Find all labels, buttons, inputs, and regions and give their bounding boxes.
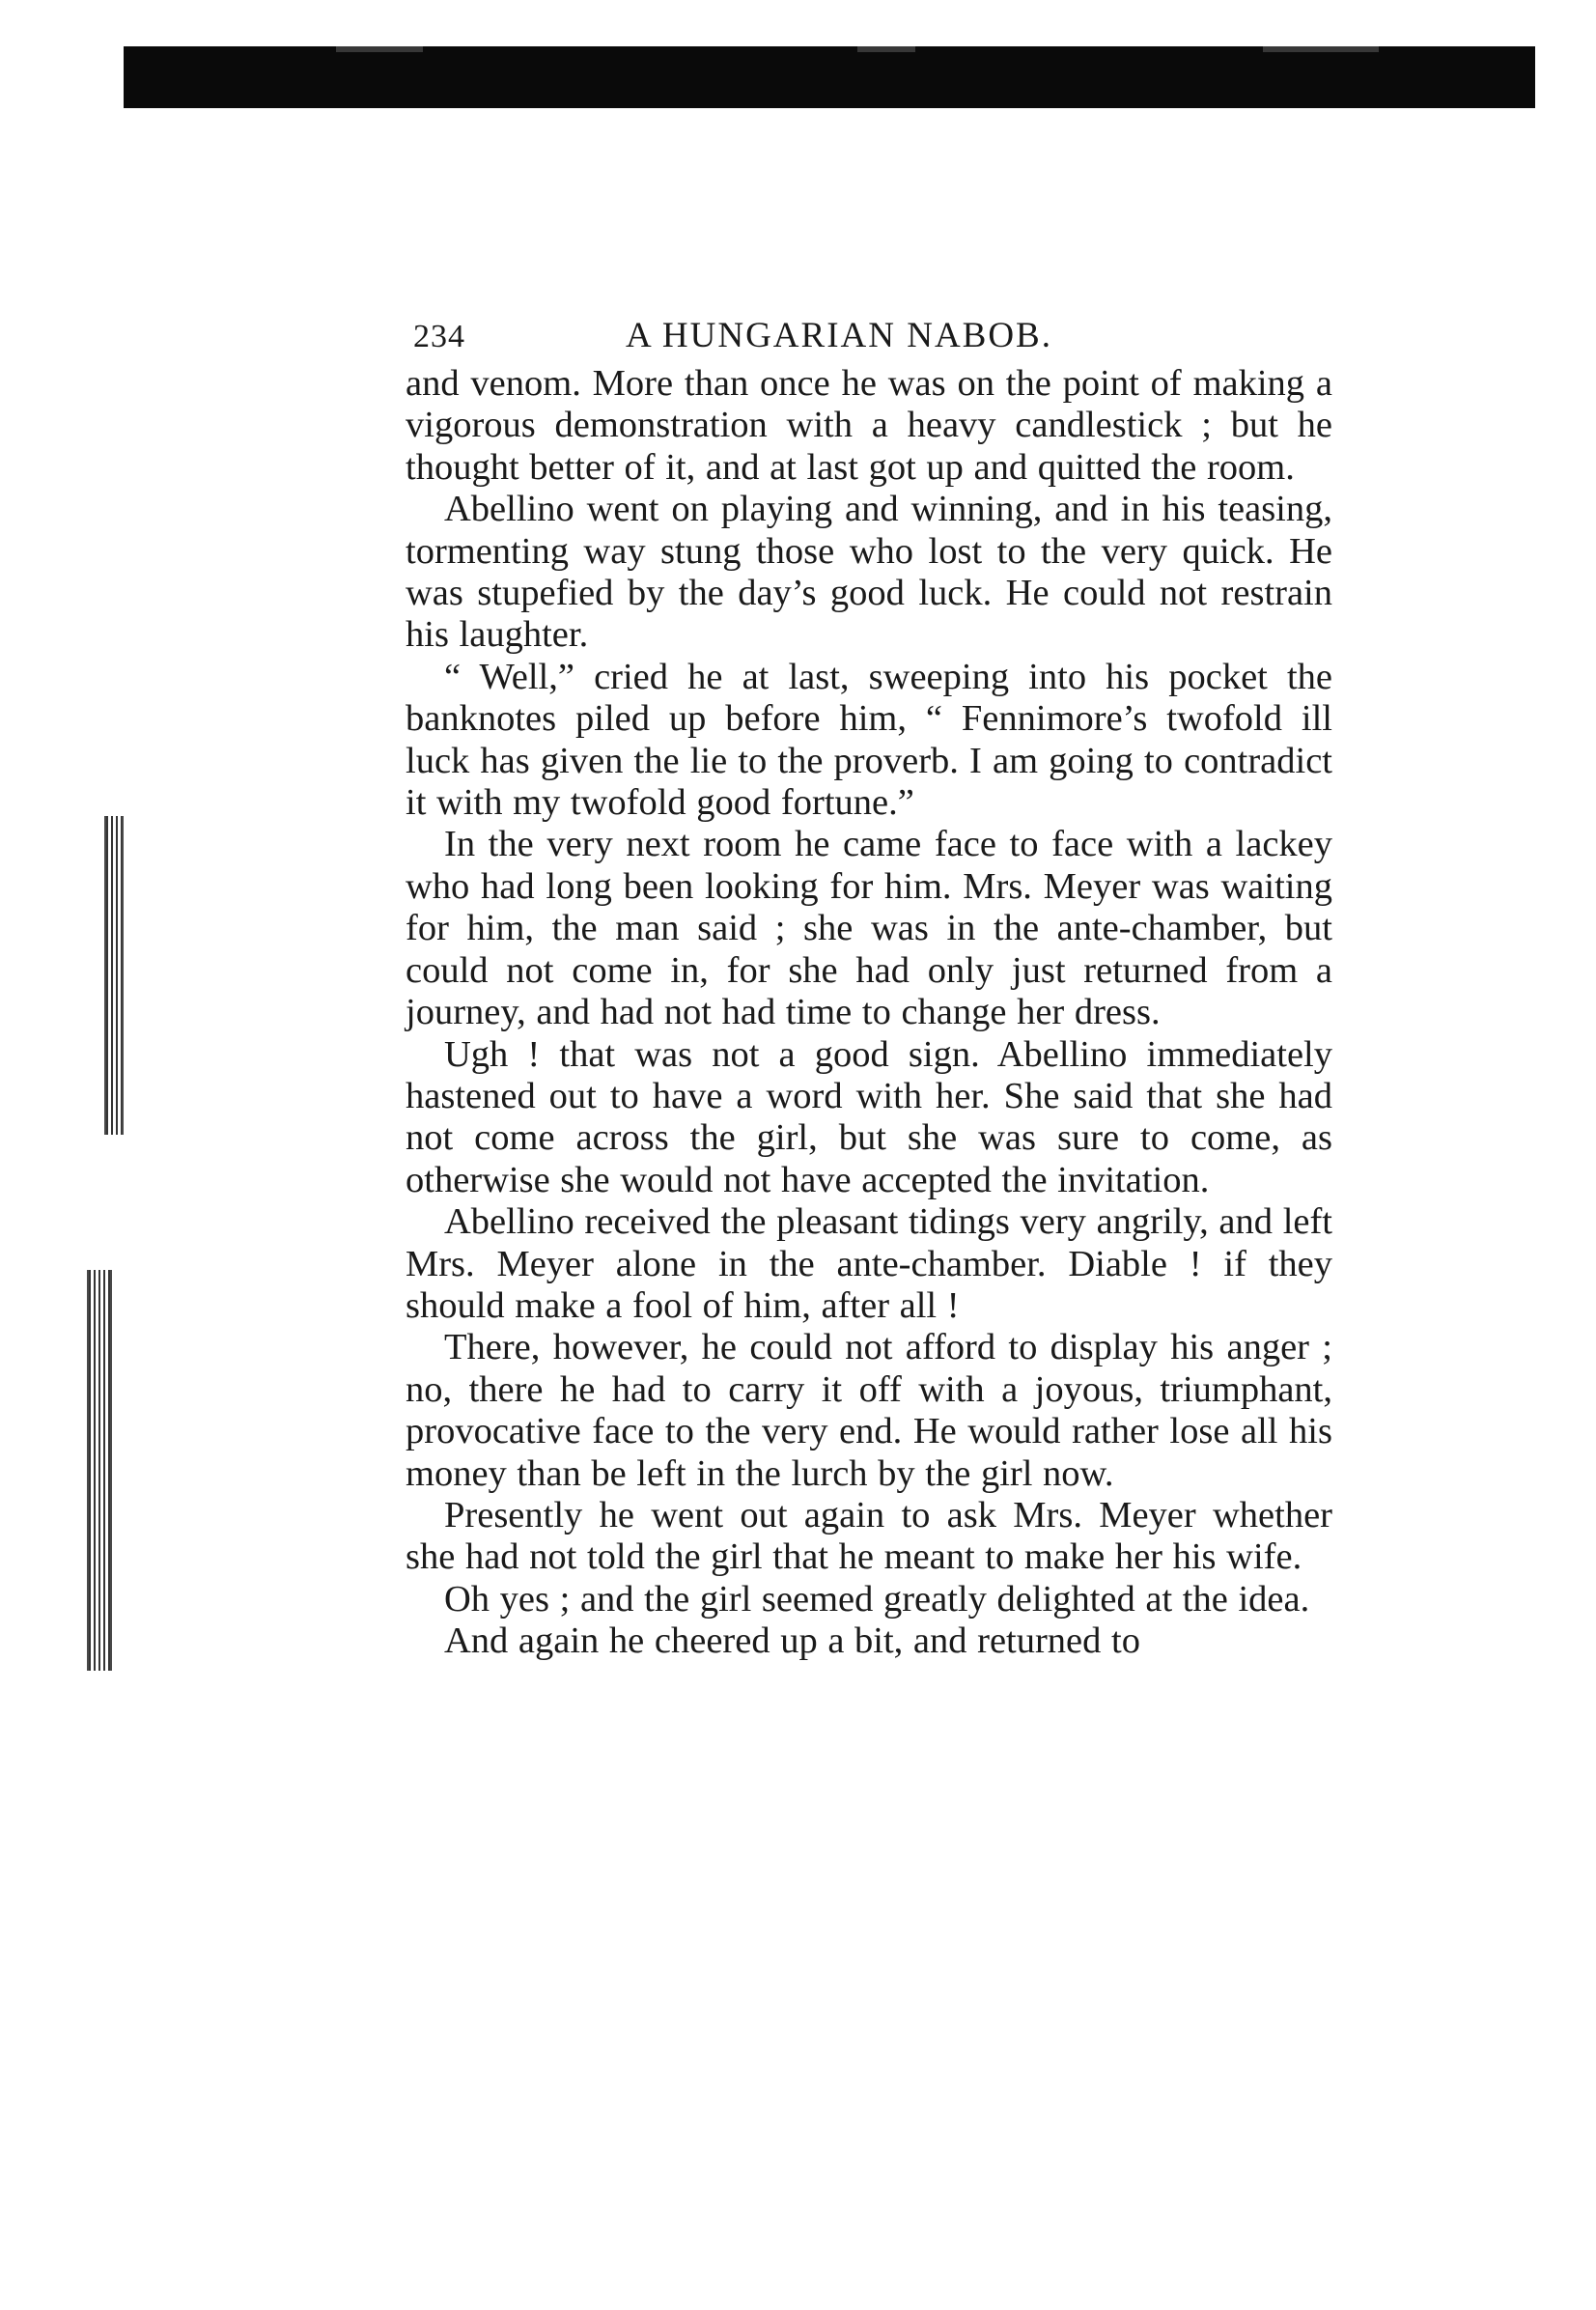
running-head bbox=[406, 307, 1332, 357]
body-text bbox=[406, 363, 1332, 1663]
scan-speck bbox=[1263, 46, 1379, 52]
scan-speck bbox=[857, 46, 915, 52]
paragraph: In the very next room he came face to face with a lackey who had long been looking for him. Mrs. Meyer was waiting for him, the man said ; she was in the ante-chamber, but could not come in, for she had only just returned from a journey, and had not had time to change her dress. bbox=[406, 824, 1332, 1033]
scan-speck bbox=[336, 46, 423, 52]
paragraph: “ Well,” cried he at last, sweeping into his pocket the banknotes piled up before him, “ Fennimore’s twofold ill luck has given the lie to the proverb. I am going to contradict it with my twofold good fortune.” bbox=[406, 656, 1332, 824]
paragraph: Abellino went on playing and winning, and in his teasing, tormenting way stung those who lost to the very quick. He was stupefied by the day’s good luck. He could not restrain his laughter. bbox=[406, 489, 1332, 656]
paragraph: Ugh ! that was not a good sign. Abellino immediately hastened out to have a word with her. She said that she had not come across the girl, but she was sure to come, as otherwise she would not have accepted the invitation. bbox=[406, 1033, 1332, 1200]
paragraph: and venom. More than once he was on the point of making a vigorous demonstration with a heavy candlestick ; but he thought better of it, and at last got up and quitted the room. bbox=[406, 363, 1332, 488]
paragraph: Presently he went out again to ask Mrs. Meyer whether she had not told the girl that he meant to make her his wife. bbox=[406, 1494, 1332, 1578]
binding-edge-upper bbox=[104, 816, 124, 1135]
page-number: 234 bbox=[413, 319, 465, 354]
paragraph: There, however, he could not afford to display his anger ; no, there he had to carry it off with a joyous, triumphant, provocative face to the very end. He would rather lose all his money than be left in the lurch by the girl now. bbox=[406, 1327, 1332, 1494]
scan-top-band bbox=[124, 46, 1535, 108]
binding-edge-lower bbox=[87, 1270, 112, 1671]
paragraph: And again he cheered up a bit, and returned to bbox=[444, 1620, 1140, 1662]
book-title: A HUNGARIAN NABOB. bbox=[626, 316, 1052, 355]
book-page bbox=[406, 307, 1332, 1663]
paragraph: Oh yes ; and the girl seemed greatly delighted at the idea. bbox=[444, 1578, 1310, 1620]
paragraph: Abellino received the pleasant tidings very angrily, and left Mrs. Meyer alone in the ante-chamber. Diable ! if they should make a fool of him, after all ! bbox=[406, 1201, 1332, 1326]
